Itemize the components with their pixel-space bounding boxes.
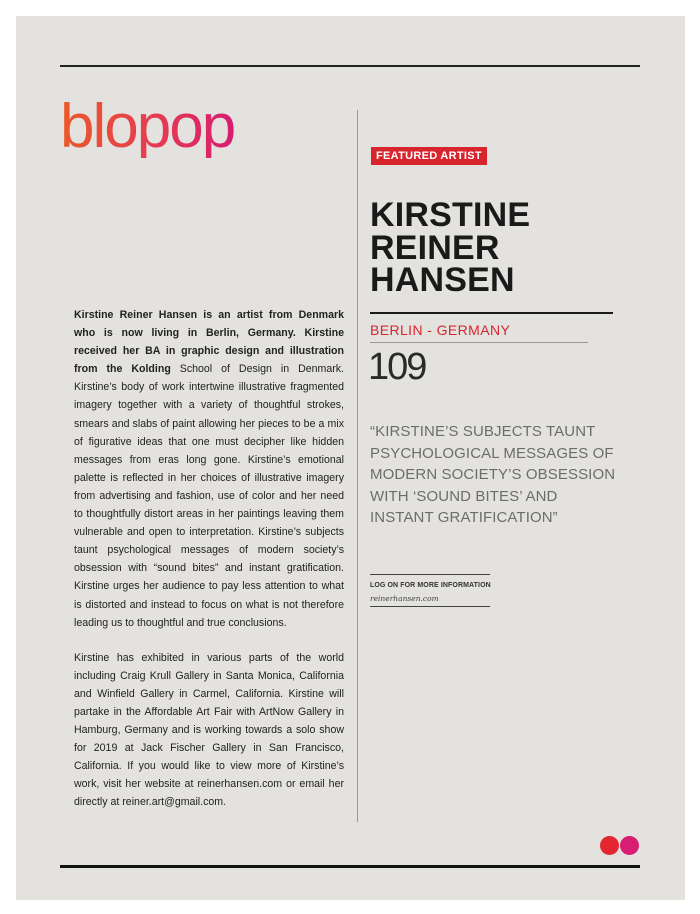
article-paragraph-1-rest: School of Design in Denmark. Kirstine’s body of work intertwine illustrative fragmented imagery together with a variety of thoughtful strokes, smears and slabs of paint allowing her pieces to be a mix of figurative ideas that one must decipher like hidden messages from eras long gone. Kirstine’s emotional palette is reflected in her choices of illustrative imagery from advertising and fashion, use of color and her need to thoughtfully distort areas in her paintings leaving them vulnerable and open to interpretation. Kirstine’s subjects taunt psychological messages of modern society’s obsession with “sound bites” and instant gratification. Kirstine urges her audience to pay less attention to what is distorted and instead to focus on what is not therefore leading us to thoughtful and true conclusions. xyxy=(74,363,344,629)
article-lead: Kirstine Reiner Hansen is an artist from Denmark who is now living in Berlin, Germany. Kirstine received her BA in graphic design and illustration from the Kolding xyxy=(74,309,344,376)
name-rule xyxy=(370,312,613,314)
artist-name-line-2: REINER xyxy=(370,228,500,267)
location-rule xyxy=(370,342,588,343)
top-rule xyxy=(60,65,640,67)
blopop-logo: blopop xyxy=(60,92,235,161)
artist-name xyxy=(370,196,630,299)
info-rule-bottom xyxy=(370,606,490,607)
artist-location: BERLIN - GERMANY xyxy=(370,322,511,338)
more-info-label: LOG ON FOR MORE INFORMATION xyxy=(370,582,491,589)
brand-dots-icon xyxy=(600,836,642,856)
artist-name-line-3: HANSEN xyxy=(370,261,515,299)
artist-name-line-1: KIRSTINE xyxy=(370,196,531,234)
website-link[interactable]: reinerhansen.com xyxy=(370,594,439,603)
issue-number: 109 xyxy=(368,346,426,388)
bottom-rule xyxy=(60,865,640,868)
pull-quote: “KIRSTINE’S SUBJECTS TAUNT PSYCHOLOGICAL MESSAGES OF MODERN SOCIETY’S OBSESSION WITH ‘SOUND BITES’ AND INSTANT GRATIFICATION” xyxy=(370,423,616,527)
featured-artist-badge: FEATURED ARTIST xyxy=(371,147,487,165)
magazine-page xyxy=(16,16,685,900)
article-paragraph-1 xyxy=(74,306,344,632)
red-dot-icon xyxy=(600,836,619,855)
article-body xyxy=(74,306,344,829)
pink-dot-icon xyxy=(620,836,639,855)
column-divider xyxy=(357,110,358,822)
article-paragraph-2: Kirstine has exhibited in various parts of the world including Craig Krull Gallery in Santa Monica, California and Winfield Gallery in Carmel, California. Kirstine will partake in the Affordable Art Fair with ArtNow Gallery in Hamburg, Germany and is working towards a solo show for 2019 at Jack Fischer Gallery in San Francisco, California. If you would like to view more of Kirstine’s work, visit her website at reinerhansen.com or email her directly at reiner.art@gmail.com. xyxy=(74,651,344,809)
info-rule-top xyxy=(370,574,490,575)
